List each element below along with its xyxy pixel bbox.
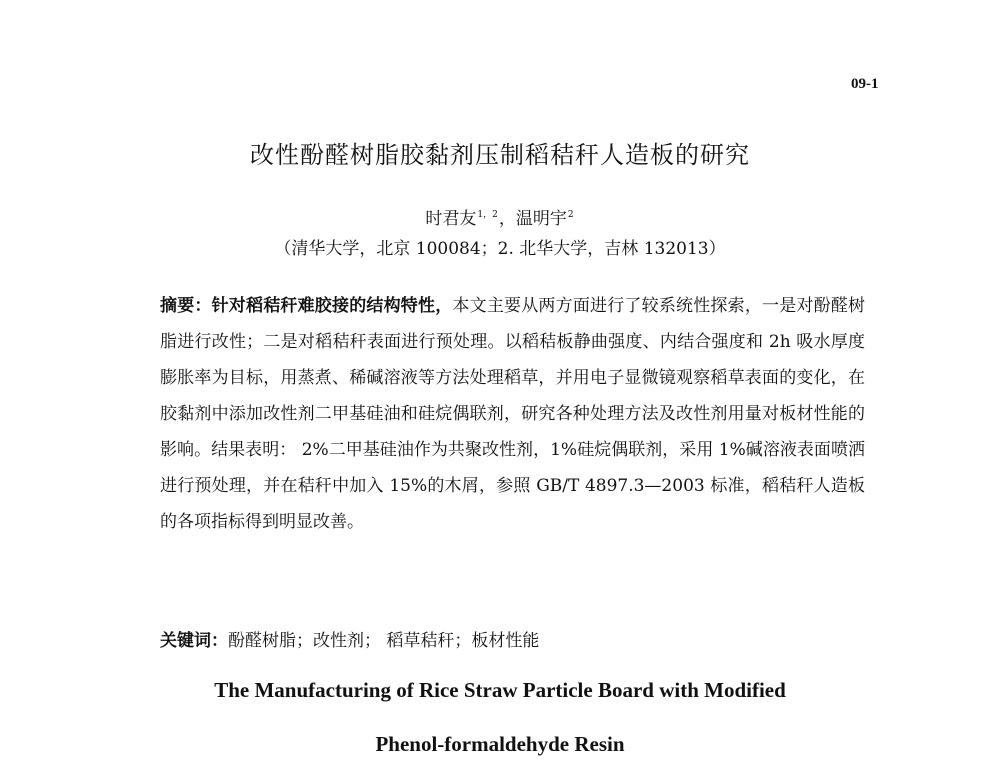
paper-title-english-line-1: The Manufacturing of Rice Straw Particle Board with Modified xyxy=(214,678,786,702)
abstract xyxy=(160,288,865,540)
paper-title-english-line-2: Phenol-formaldehyde Resin xyxy=(375,732,625,756)
affiliation-line: （清华大学，北京 100084；2. 北华大学，吉林 132013） xyxy=(274,239,726,259)
paper-title-chinese: 改性酚醛树脂胶黏剂压制稻秸秆人造板的研究 xyxy=(250,141,750,169)
author-name: 时君友 xyxy=(425,209,477,229)
author-line xyxy=(0,204,1000,229)
abstract-lead: 针对稻秸秆难胶接的结构特性， xyxy=(211,296,453,316)
author-affiliation-marker: 2 xyxy=(567,210,574,220)
author-separator: ， xyxy=(498,209,516,229)
author-name: 温明宇 xyxy=(515,209,567,229)
keywords xyxy=(160,626,865,651)
page-number: 09-1 xyxy=(851,76,879,92)
abstract-body: 本文主要从两方面进行了较系统性探索，一是对酚醛树脂进行改性；二是对稻秸秆表面进行预处理。以稻秸板静曲强度、内结合强度和 2h 吸水厚度膨胀率为目标，用蒸煮、稀碱溶液等方法处理稻草，并用电子显微镜观察稻草表面的变化，在胶黏剂中添加改性剂二甲基硅油和硅烷偶联剂，研究各种处理方法及改性剂用量对板材性能的影响。结果表明： 2%二甲基硅油作为共聚改性剂，1%硅烷偶联剂，采用 1%碱溶液表面喷洒进行预处理，并在秸秆中加入 15%的木屑，参照 GB/T 4897.3—2003 标准，稻秸秆人造板的各项指标得到明显改善。 xyxy=(160,296,866,532)
abstract-label: 摘要： xyxy=(160,296,212,316)
author-affiliation-marker: 1，2 xyxy=(477,210,498,220)
keywords-label: 关键词： xyxy=(160,631,228,651)
keywords-text: 酚醛树脂；改性剂； 稻草秸秆；板材性能 xyxy=(228,631,540,651)
